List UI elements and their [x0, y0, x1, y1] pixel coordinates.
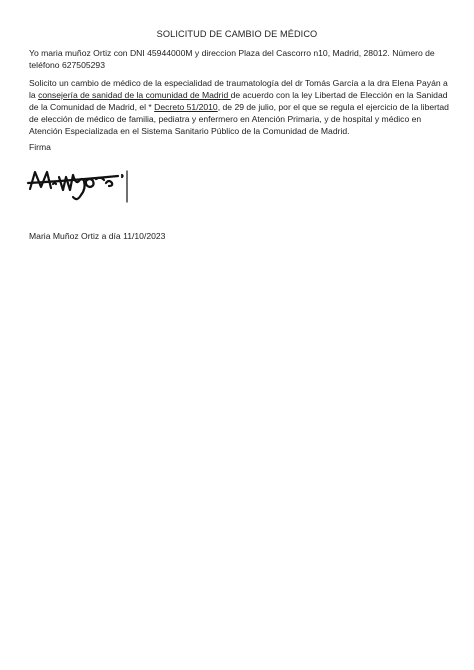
applicant-details-paragraph: Yo maria muñoz Ortiz con DNI 45944000M y direccion Plaza del Cascorro n10, Madrid, 28012. Número de teléfono 627505293	[29, 48, 435, 70]
document-title: SOLICITUD DE CAMBIO DE MÉDICO	[156, 29, 318, 39]
closing-signature-line: Maria Muñoz Ortiz a día 11/10/2023	[29, 231, 166, 241]
request-text-part2: de acuerdo con la ley Libertad de Elección en la Sanidad de la Comunidad de Madrid, el *	[29, 90, 448, 112]
request-paragraph	[29, 77, 449, 137]
decreto-link[interactable]: Decreto 51/2010	[154, 102, 218, 112]
firma-label: Firma	[29, 142, 51, 152]
consejeria-link[interactable]: consejería de sanidad de la comunidad de Madrid	[38, 90, 231, 100]
request-text-part3: , de 29 de julio, por el que se regula el ejercicio de la libertad de elección de médico de familia, pediatra y enfermero en Atención Primaria, y de hospital y médico en Atención Especializada en el Sistema Sanitario Público de la Comunidad de Madrid.	[29, 102, 449, 136]
handwritten-signature	[26, 159, 140, 205]
request-text-part1: Solicito un cambio de médico de la especialidad de traumatología del dr Tomás García a la dra Elena Payán a la	[29, 78, 448, 100]
